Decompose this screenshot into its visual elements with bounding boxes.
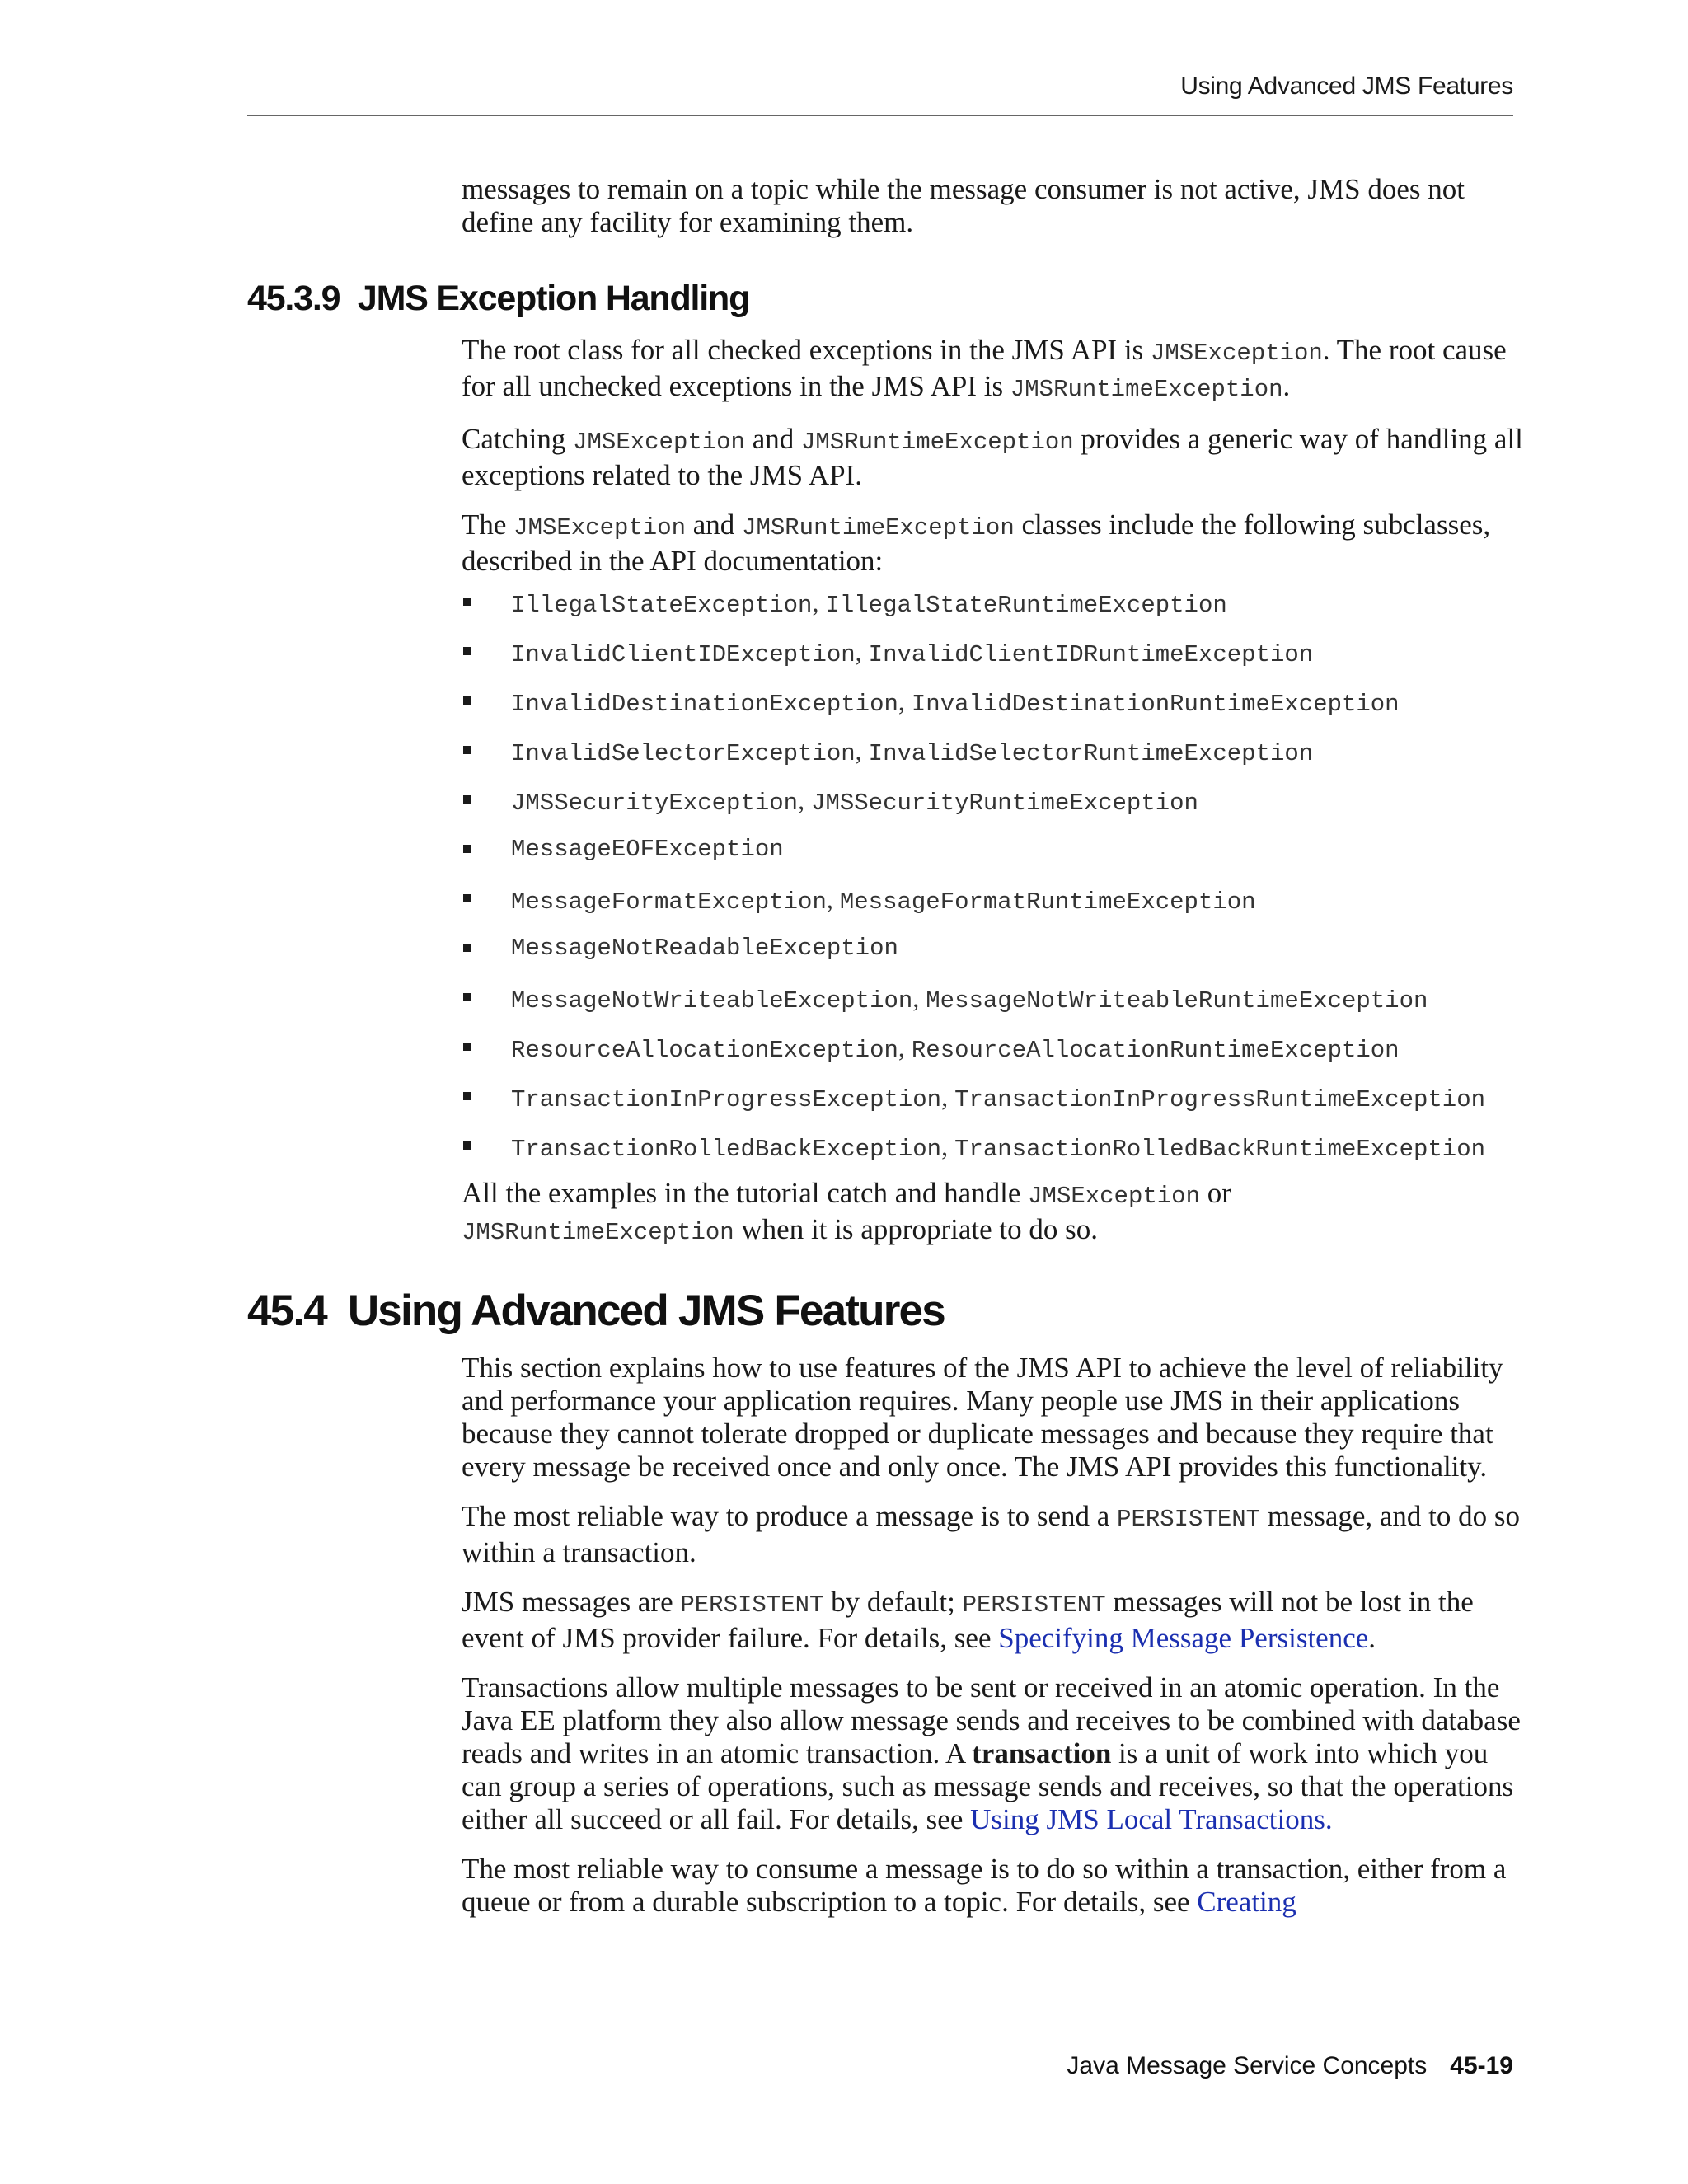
paragraph-root-class xyxy=(462,334,1525,406)
exception-list-item xyxy=(462,586,1525,635)
exception-names: InvalidDestinationException, InvalidDestinationRuntimeException xyxy=(511,687,1400,718)
exception-list-item xyxy=(462,685,1525,734)
bullet-square-icon xyxy=(463,993,471,1001)
exception-bullets xyxy=(462,586,1525,1179)
exception-list-item xyxy=(462,982,1525,1031)
code-jmsruntimeexception: JMSRuntimeException xyxy=(742,514,1015,541)
runtime-exception-name: MessageNotWriteableRuntimeException xyxy=(926,987,1428,1015)
bullet-square-icon xyxy=(463,795,471,804)
text-run: The xyxy=(462,509,514,541)
exception-list-item xyxy=(462,734,1525,784)
checked-exception-name: IllegalStateException xyxy=(511,592,813,619)
text-run: classes include the following subclasses, described in the API documentation: xyxy=(462,509,1491,577)
text-run: Catching xyxy=(462,423,574,455)
code-jmsruntimeexception: JMSRuntimeException xyxy=(1010,376,1283,403)
exception-names: ResourceAllocationException, ResourceAllocationRuntimeException xyxy=(511,1033,1400,1064)
paragraph-catching xyxy=(462,423,1525,492)
text-run: The root class for all checked exceptions in the JMS API is xyxy=(462,334,1151,366)
exception-list-item xyxy=(462,932,1525,982)
text-run: message, and to do so within a transaction. xyxy=(462,1500,1521,1568)
section-459-body xyxy=(462,334,1525,578)
checked-exception-name: InvalidClientIDException xyxy=(511,641,856,668)
exception-list xyxy=(462,586,1525,1179)
code-jmsexception: JMSException xyxy=(1150,340,1323,367)
text-run: provides a generic way of handling all exceptions related to the JMS API. xyxy=(462,423,1523,491)
runtime-exception-name: IllegalStateRuntimeException xyxy=(825,592,1227,619)
text-run: The most reliable way to consume a message is to do so within a transaction, either from a queue or from a durable subscription to a topic. For details, see xyxy=(462,1853,1507,1918)
code-jmsexception: JMSException xyxy=(1028,1183,1200,1210)
footer-book-title: Java Message Service Concepts xyxy=(1067,2052,1428,2079)
checked-exception-name: ResourceAllocationException xyxy=(511,1037,898,1064)
code-jmsruntimeexception: JMSRuntimeException xyxy=(462,1219,734,1246)
code-persistent: PERSISTENT xyxy=(1117,1506,1261,1533)
checked-exception-name: InvalidDestinationException xyxy=(511,691,898,718)
paragraph-reliable-consume xyxy=(462,1853,1525,1919)
intro-paragraph xyxy=(462,173,1525,239)
exception-list-item xyxy=(462,883,1525,932)
bullet-square-icon xyxy=(463,944,471,952)
runtime-exception-name: TransactionRolledBackRuntimeException xyxy=(954,1136,1485,1163)
running-header: Using Advanced JMS Features xyxy=(1180,73,1513,100)
runtime-exception-name: MessageFormatRuntimeException xyxy=(839,888,1256,916)
page-footer xyxy=(1067,2052,1513,2080)
checked-exception-name: TransactionInProgressException xyxy=(511,1086,942,1113)
text-run: . xyxy=(1368,1622,1376,1654)
runtime-exception-name: InvalidDestinationRuntimeException xyxy=(911,691,1400,718)
paragraph-examples-text xyxy=(462,1177,1525,1249)
bullet-square-icon xyxy=(463,1043,471,1051)
bullet-square-icon xyxy=(463,1141,471,1150)
paragraph-examples xyxy=(462,1177,1525,1249)
section-heading-45-3-9 xyxy=(247,279,749,319)
code-persistent: PERSISTENT xyxy=(680,1591,824,1619)
checked-exception-name: MessageNotWriteableException xyxy=(511,987,913,1015)
checked-exception-name: MessageEOFException xyxy=(511,836,784,863)
bullet-square-icon xyxy=(463,894,471,902)
text-run: or xyxy=(1199,1177,1231,1209)
checked-exception-name: TransactionRolledBackException xyxy=(511,1136,942,1163)
text-run: . xyxy=(1325,1803,1333,1835)
bullet-square-icon xyxy=(463,647,471,655)
checked-exception-name: InvalidSelectorException xyxy=(511,740,856,767)
text-run: and xyxy=(686,509,743,541)
section-454-body xyxy=(462,1352,1525,1919)
exception-names: TransactionRolledBackException, TransactionRolledBackRuntimeException xyxy=(511,1132,1485,1163)
term-transaction: transaction xyxy=(972,1737,1112,1769)
exception-list-item xyxy=(462,833,1525,883)
bullet-square-icon xyxy=(463,1092,471,1100)
bullet-square-icon xyxy=(463,845,471,853)
exception-names: IllegalStateException, IllegalStateRuntimeException xyxy=(511,588,1227,619)
section-title: Using Advanced JMS Features xyxy=(347,1286,945,1335)
exception-list-item xyxy=(462,1130,1525,1179)
exception-names: InvalidSelectorException, InvalidSelectorRuntimeException xyxy=(511,736,1314,767)
link-creating[interactable]: Creating xyxy=(1197,1886,1296,1918)
footer-page-number: 45-19 xyxy=(1450,2052,1513,2079)
code-persistent: PERSISTENT xyxy=(962,1591,1106,1619)
bullet-square-icon xyxy=(463,746,471,754)
header-rule xyxy=(247,115,1513,116)
section-number: 45.4 xyxy=(247,1286,326,1335)
section-heading-45-4 xyxy=(247,1286,945,1336)
section-number: 45.3.9 xyxy=(247,279,340,318)
code-jmsexception: JMSException xyxy=(513,514,687,541)
runtime-exception-name: InvalidClientIDRuntimeException xyxy=(868,641,1314,668)
exception-names: MessageFormatException, MessageFormatRuntimeException xyxy=(511,884,1256,916)
code-jmsruntimeexception: JMSRuntimeException xyxy=(801,429,1074,456)
paragraph-transactions xyxy=(462,1671,1525,1836)
exception-names: JMSSecurityException, JMSSecurityRuntimeException xyxy=(511,785,1198,817)
exception-names: InvalidClientIDException, InvalidClientIDRuntimeException xyxy=(511,637,1314,668)
exception-list-item xyxy=(462,1031,1525,1080)
text-run: JMS messages are xyxy=(462,1586,681,1618)
paragraph-subclasses xyxy=(462,509,1525,578)
text-run: . The root cause for all unchecked exceptions in the JMS API is xyxy=(462,334,1507,402)
exception-names xyxy=(511,932,898,965)
exception-names: MessageNotWriteableException, MessageNotWriteableRuntimeException xyxy=(511,983,1428,1015)
checked-exception-name: MessageNotReadableException xyxy=(511,935,898,962)
bullet-square-icon xyxy=(463,696,471,705)
text-run: is a unit of work into which you can group a series of operations, such as message sends and receives, so that the operations either all succeed or all fail. For details, see xyxy=(462,1737,1514,1835)
link-specifying-message-persistence[interactable]: Specifying Message Persistence xyxy=(998,1622,1369,1654)
text-run: when it is appropriate to do so. xyxy=(734,1213,1098,1245)
paragraph-overview: This section explains how to use features of the JMS API to achieve the level of reliability and performance your application requires. Many people use JMS in their applications because they cannot tolerate dropped or duplicate messages and because they require that every message be received once and only once. The JMS API provides this functionality. xyxy=(462,1352,1503,1483)
runtime-exception-name: InvalidSelectorRuntimeException xyxy=(868,740,1314,767)
runtime-exception-name: ResourceAllocationRuntimeException xyxy=(911,1037,1400,1064)
text-run: . xyxy=(1282,370,1291,402)
checked-exception-name: MessageFormatException xyxy=(511,888,827,916)
runtime-exception-name: TransactionInProgressRuntimeException xyxy=(954,1086,1485,1113)
runtime-exception-name: JMSSecurityRuntimeException xyxy=(811,790,1198,817)
text-run: and xyxy=(744,423,802,455)
paragraph-reliable-produce xyxy=(462,1500,1525,1569)
text-run: Transactions allow multiple messages to be sent or received in an atomic operation. In the Java EE platform they also allow message sends and receives to be combined with database reads and writes in an atomic transaction. A xyxy=(462,1671,1521,1769)
section-title: JMS Exception Handling xyxy=(357,279,750,318)
paragraph-persistent-default xyxy=(462,1586,1525,1655)
intro-text: messages to remain on a topic while the message consumer is not active, JMS does not define any facility for examining them. xyxy=(462,173,1465,238)
code-jmsexception: JMSException xyxy=(573,429,745,456)
text-run: All the examples in the tutorial catch and handle xyxy=(462,1177,1029,1209)
text-run: by default; xyxy=(823,1586,963,1618)
text-run: messages will not be lost in the event of JMS provider failure. For details, see xyxy=(462,1586,1474,1654)
text-run: The most reliable way to produce a message is to send a xyxy=(462,1500,1118,1532)
exception-names xyxy=(511,833,784,866)
exception-names: TransactionInProgressException, TransactionInProgressRuntimeException xyxy=(511,1082,1485,1113)
link-using-jms-local-transactions[interactable]: Using JMS Local Transactions xyxy=(970,1803,1325,1835)
checked-exception-name: JMSSecurityException xyxy=(511,790,799,817)
exception-list-item xyxy=(462,1080,1525,1130)
bullet-square-icon xyxy=(463,598,471,606)
exception-list-item xyxy=(462,635,1525,685)
exception-list-item xyxy=(462,784,1525,833)
